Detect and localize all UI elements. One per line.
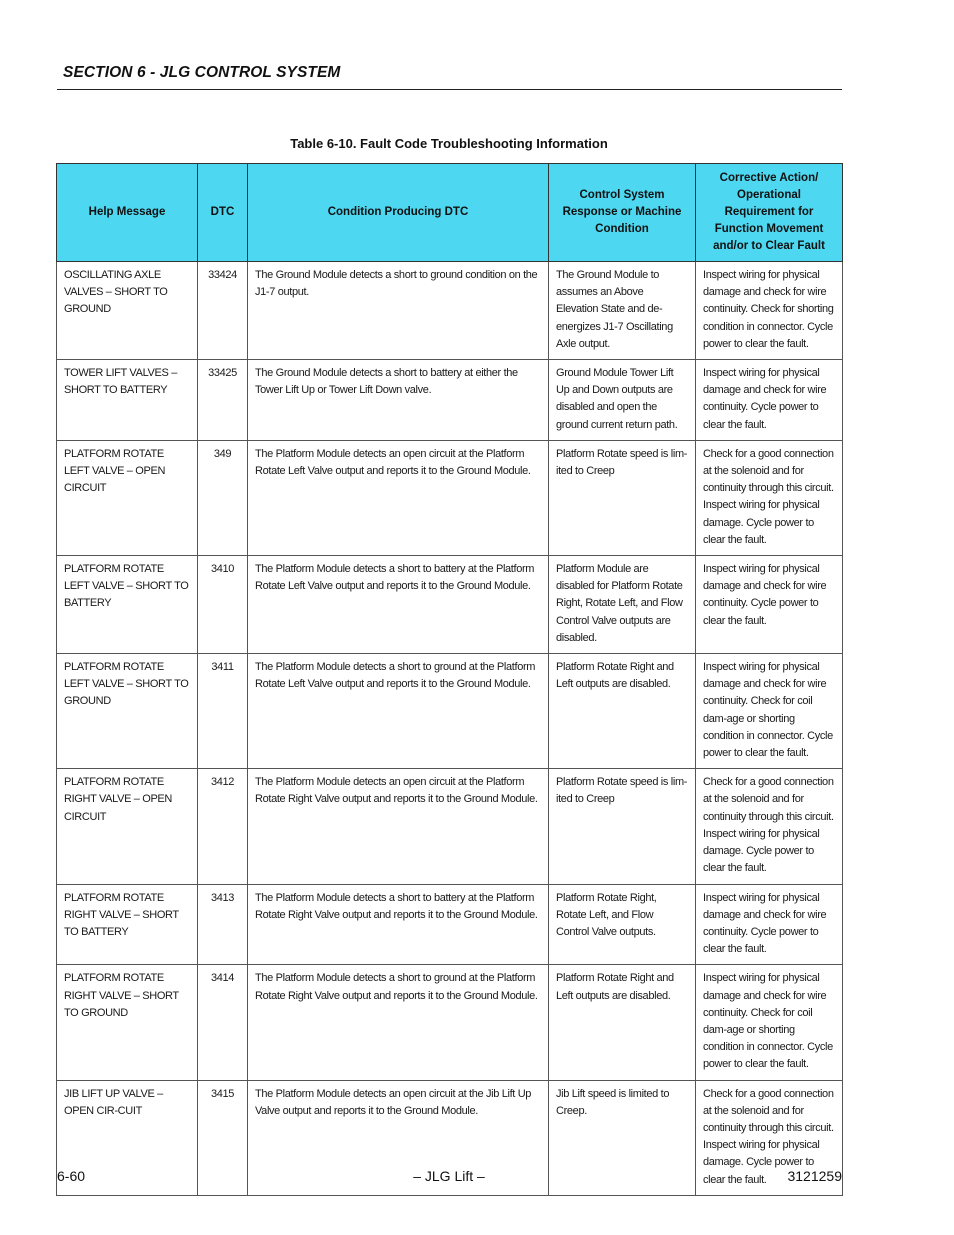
document-number: 3121259 xyxy=(787,1168,842,1184)
header-dtc: DTC xyxy=(198,164,248,262)
condition-cell: The Ground Module detects a short to battery at either the Tower Lift Up or Tower Lift Down valve. xyxy=(248,360,549,441)
table-row xyxy=(57,965,843,1080)
help-message-cell: JIB LIFT UP VALVE – OPEN CIR-CUIT xyxy=(57,1080,198,1195)
table-row xyxy=(57,769,843,884)
table-row xyxy=(57,440,843,555)
action-cell: Check for a good connection at the solenoid and for continuity through this circuit. Inspect wiring for physical damage. Cycle power to clear the fault. xyxy=(696,1080,843,1195)
footer-brand: – JLG Lift – xyxy=(413,1168,485,1184)
condition-cell: The Platform Module detects a short to ground at the Platform Rotate Left Valve output and reports it to the Ground Module. xyxy=(248,654,549,769)
table-header-row xyxy=(57,164,843,262)
dtc-cell: 3415 xyxy=(198,1080,248,1195)
response-cell: Jib Lift speed is limited to Creep. xyxy=(549,1080,696,1195)
help-message-cell: PLATFORM ROTATE LEFT VALVE – SHORT TO BATTERY xyxy=(57,556,198,654)
condition-cell: The Platform Module detects a short to battery at the Platform Rotate Right Valve output and reports it to the Ground Module. xyxy=(248,884,549,965)
action-cell: Inspect wiring for physical damage and check for wire continuity. Cycle power to clear the fault. xyxy=(696,556,843,654)
response-cell: Platform Module are disabled for Platform Rotate Right, Rotate Left, and Flow Control Valve outputs are disabled. xyxy=(549,556,696,654)
response-cell: Platform Rotate Right and Left outputs are disabled. xyxy=(549,654,696,769)
dtc-cell: 3410 xyxy=(198,556,248,654)
response-cell: Platform Rotate speed is lim-ited to Creep xyxy=(549,769,696,884)
help-message-cell: PLATFORM ROTATE RIGHT VALVE – SHORT TO GROUND xyxy=(57,965,198,1080)
response-cell: Platform Rotate speed is lim-ited to Creep xyxy=(549,440,696,555)
response-cell: Platform Rotate Right, Rotate Left, and Flow Control Valve outputs. xyxy=(549,884,696,965)
fault-code-table xyxy=(56,163,843,1196)
condition-cell: The Platform Module detects a short to ground at the Platform Rotate Right Valve output and reports it to the Ground Module. xyxy=(248,965,549,1080)
response-cell: Ground Module Tower Lift Up and Down outputs are disabled and open the ground current return path. xyxy=(549,360,696,441)
page-number: 6-60 xyxy=(57,1168,86,1184)
help-message-cell: PLATFORM ROTATE LEFT VALVE – OPEN CIRCUIT xyxy=(57,440,198,555)
action-cell: Check for a good connection at the solenoid and for continuity through this circuit. Inspect wiring for physical damage. Cycle power to clear the fault. xyxy=(696,769,843,884)
condition-cell: The Platform Module detects a short to battery at the Platform Rotate Left Valve output and reports it to the Ground Module. xyxy=(248,556,549,654)
response-cell: Platform Rotate Right and Left outputs are disabled. xyxy=(549,965,696,1080)
response-cell: The Ground Module to assumes an Above Elevation State and de-energizes J1-7 Oscillating Axle output. xyxy=(549,262,696,360)
table-row xyxy=(57,262,843,360)
dtc-cell: 3414 xyxy=(198,965,248,1080)
table-row xyxy=(57,360,843,441)
condition-cell: The Ground Module detects a short to ground condition on the J1-7 output. xyxy=(248,262,549,360)
dtc-cell: 3412 xyxy=(198,769,248,884)
header-corrective-action: Corrective Action/ Operational Requirement for Function Movement and/or to Clear Fault xyxy=(696,164,843,262)
help-message-cell: OSCILLATING AXLE VALVES – SHORT TO GROUND xyxy=(57,262,198,360)
action-cell: Inspect wiring for physical damage and check for wire continuity. Cycle power to clear the fault. xyxy=(696,360,843,441)
header-response: Control System Response or Machine Condition xyxy=(549,164,696,262)
header-divider xyxy=(57,89,842,90)
action-cell: Inspect wiring for physical damage and check for wire continuity. Check for coil dam-age or shorting condition in connector. Cycle power to clear the fault. xyxy=(696,654,843,769)
dtc-cell: 33424 xyxy=(198,262,248,360)
help-message-cell: PLATFORM ROTATE RIGHT VALVE – OPEN CIRCUIT xyxy=(57,769,198,884)
section-header: SECTION 6 - JLG CONTROL SYSTEM xyxy=(63,64,341,81)
action-cell: Check for a good connection at the solenoid and for continuity through this circuit. Inspect wiring for physical damage. Cycle power to clear the fault. xyxy=(696,440,843,555)
condition-cell: The Platform Module detects an open circuit at the Platform Rotate Left Valve output and reports it to the Ground Module. xyxy=(248,440,549,555)
dtc-cell: 349 xyxy=(198,440,248,555)
table-row xyxy=(57,654,843,769)
dtc-cell: 33425 xyxy=(198,360,248,441)
help-message-cell: PLATFORM ROTATE RIGHT VALVE – SHORT TO BATTERY xyxy=(57,884,198,965)
table-title: Table 6-10. Fault Code Troubleshooting Information xyxy=(290,136,608,151)
help-message-cell: PLATFORM ROTATE LEFT VALVE – SHORT TO GROUND xyxy=(57,654,198,769)
condition-cell: The Platform Module detects an open circuit at the Jib Lift Up Valve output and reports it to the Ground Module. xyxy=(248,1080,549,1195)
action-cell: Inspect wiring for physical damage and check for wire continuity. Check for shorting condition in connector. Cycle power to clear the fault. xyxy=(696,262,843,360)
dtc-cell: 3411 xyxy=(198,654,248,769)
header-condition: Condition Producing DTC xyxy=(248,164,549,262)
action-cell: Inspect wiring for physical damage and check for wire continuity. Cycle power to clear the fault. xyxy=(696,884,843,965)
help-message-cell: TOWER LIFT VALVES – SHORT TO BATTERY xyxy=(57,360,198,441)
table-row xyxy=(57,556,843,654)
table-row xyxy=(57,884,843,965)
condition-cell: The Platform Module detects an open circuit at the Platform Rotate Right Valve output and reports it to the Ground Module. xyxy=(248,769,549,884)
action-cell: Inspect wiring for physical damage and check for wire continuity. Check for coil dam-age or shorting condition in connector. Cycle power to clear the fault. xyxy=(696,965,843,1080)
header-help-message: Help Message xyxy=(57,164,198,262)
dtc-cell: 3413 xyxy=(198,884,248,965)
